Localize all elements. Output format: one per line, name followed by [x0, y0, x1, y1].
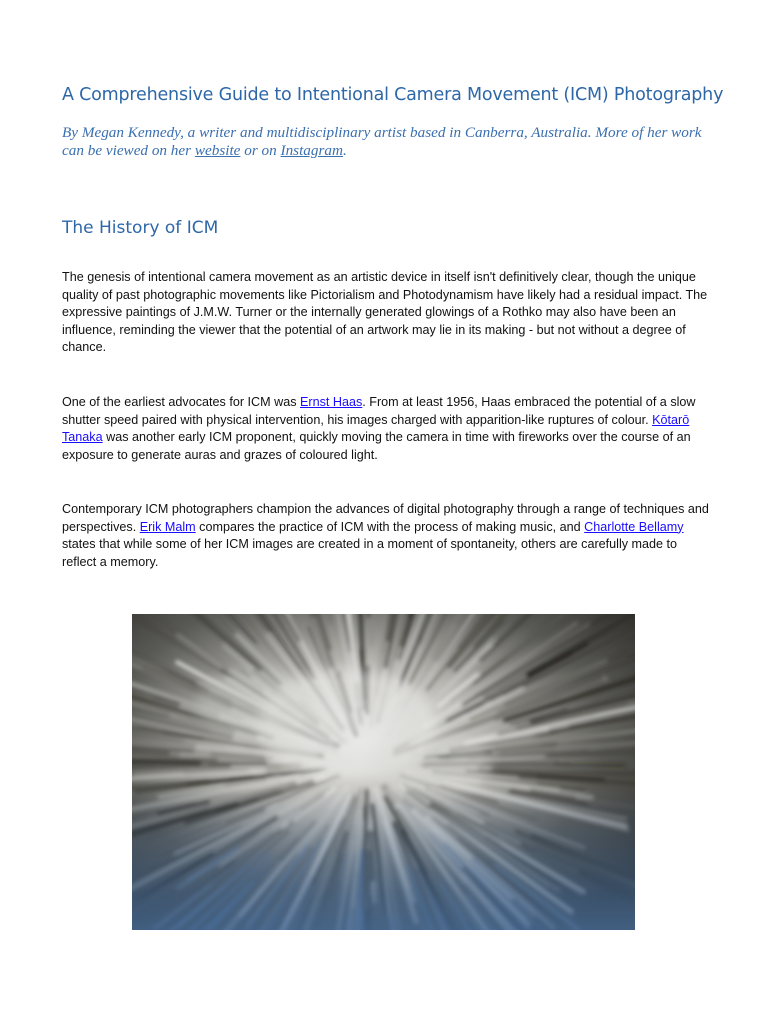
- kotaro-tanaka-link[interactable]: Kōtarō Tanaka: [62, 412, 690, 445]
- author-byline: [62, 124, 712, 160]
- byline-text-before: By Megan Kennedy, a writer and multidisciplinary artist based in Canberra, Australia. More of her work can be viewed on her: [62, 124, 702, 159]
- instagram-link[interactable]: Instagram: [280, 142, 343, 159]
- byline-text-middle: or on: [240, 142, 281, 159]
- paragraph3-text-2: compares the practice of ICM with the process of making music, and: [195, 519, 585, 534]
- paragraph-genesis: The genesis of intentional camera movement as an artistic device in itself isn't definitively clear, though the unique quality of past photographic movements like Pictorialism and Photodynamism have likely had a residual impact. The expressive paintings of J.M.W. Turner or the internally generated glowings of a Rothko may also have been an influence, reminding the viewer that the potential of an artwork may lie in its making - but not without a degree of chance.: [62, 270, 708, 355]
- icm-photograph: [132, 614, 635, 930]
- charlotte-bellamy-link[interactable]: Charlotte Bellamy: [584, 519, 684, 534]
- paragraph2-text-3: was another early ICM proponent, quickly moving the camera in time with fireworks over the course of an exposure to generate auras and grazes of coloured light.: [62, 430, 691, 462]
- article-title: A Comprehensive Guide to Intentional Camera Movement (ICM) Photography: [62, 85, 724, 105]
- erik-malm-link[interactable]: Erik Malm: [139, 519, 196, 534]
- section-heading: The History of ICM: [62, 218, 219, 238]
- paragraph3-text-1: Contemporary ICM photographers champion the advances of digital photography through a range of techniques and perspectives.: [62, 502, 709, 534]
- paragraph-contemporary: [62, 501, 710, 571]
- website-link[interactable]: website: [194, 142, 241, 159]
- paragraph3-text-3: states that while some of her ICM images are created in a moment of spontaneity, others are carefully made to reflect a memory.: [62, 537, 678, 569]
- paragraph2-text-1: One of the earliest advocates for ICM was: [62, 395, 300, 409]
- byline-text-after: .: [342, 142, 347, 159]
- paragraph-early-advocates: [62, 394, 710, 464]
- paragraph2-text-2: . From at least 1956, Haas embraced the potential of a slow shutter speed paired with physical intervention, his images charged with apparition-like ruptures of colour.: [62, 395, 696, 427]
- ernst-haas-link[interactable]: Ernst Haas: [300, 395, 363, 409]
